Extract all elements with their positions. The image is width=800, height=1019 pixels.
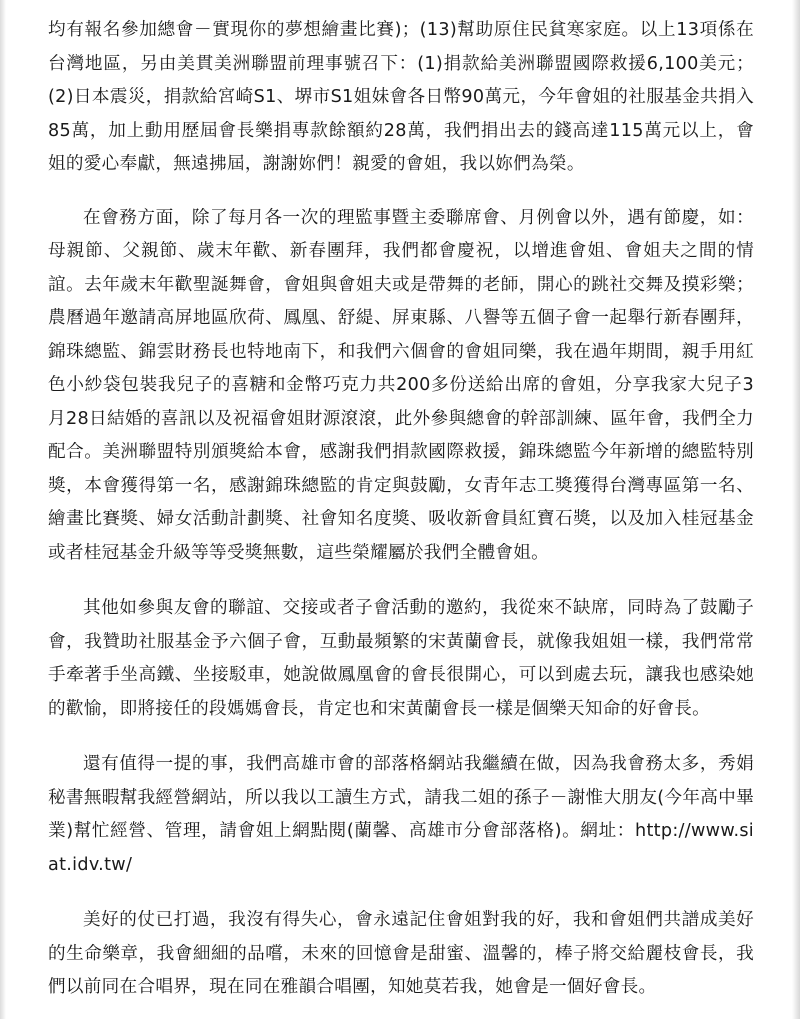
paragraph-sister-clubs: 其他如參與友會的聯誼、交接或者子會活動的邀約，我從來不缺席，同時為了鼓勵子會，我贊助社服基金予六個子會，互動最頻繁的宋黃蘭會長，就像我姐姐一樣，我們常常手牽著手坐高鐵、坐接駁車，她說做鳳凰會的會長很開心，可以到處去玩，讓我也感染她的歡愉，即將接任的段媽媽會長，肯定也和宋黃蘭會長一樣是個樂天知命的好會長。 [48,598,754,719]
paragraph-blog-website: 還有值得一提的事，我們高雄市會的部落格網站我繼續在做，因為我會務太多，秀娟秘書無暇幫我經營網站，所以我以工讀生方式，請我二姐的孫子－謝惟大朋友(今年高中畢業)幫忙經營、管理，請會姐上網點閱(蘭馨、高雄市分會部落格)。網址：http://www.siat.idv.tw/ [48,754,754,875]
scan-edge-left [0,0,6,1019]
scan-edge-right [792,0,800,1019]
document-page [48,14,754,1005]
paragraph-donations-summary: 均有報名參加總會－實現你的夢想繪畫比賽)；(13)幫助原住民貧寒家庭。以上13項係在台灣地區，另由美貫美洲聯盟前理事號召下：(1)捐款給美洲聯盟國際救援6,100美元；(2)日本震災，捐款給宮崎S1、堺市S1姐妹會各日幣90萬元，今年會姐的社服基金共捐入85萬，加上動用歷屆會長樂捐專款餘額約28萬，我們捐出去的錢高達115萬元以上，會姐的愛心奉獻，無遠拂屆，謝謝妳們！親愛的會姐，我以妳們為榮。 [48,20,754,174]
paragraph-closing: 美好的仗已打過，我沒有得失心，會永遠記住會姐對我的好，我和會姐們共譜成美好的生命樂章，我會細細的品嚐，未來的回憶會是甜蜜、溫馨的，棒子將交給麗枝會長，我們以前同在合唱界，現在同在雅韻合唱團，知她莫若我，她會是一個好會長。 [48,910,754,997]
paragraph-club-affairs: 在會務方面，除了每月各一次的理監事暨主委聯席會、月例會以外，遇有節慶，如：母親節、父親節、歲末年歡、新春團拜，我們都會慶祝，以增進會姐、會姐夫之間的情誼。去年歲末年歡聖誕舞會，會姐與會姐夫或是帶舞的老師，開心的跳社交舞及摸彩樂；農曆過年邀請高屏地區欣荷、鳳凰、舒緹、屏東縣、八譽等五個子會一起舉行新春團拜，錦珠總監、錦雲財務長也特地南下，和我們六個會的會姐同樂，我在過年期間，親手用紅色小紗袋包裝我兒子的喜糖和金幣巧克力共200多份送給出席的會姐，分享我家大兒子3月28日結婚的喜訊以及祝福會姐財源滾滾，此外參與總會的幹部訓練、區年會，我們全力配合。美洲聯盟特別頒獎給本會，感謝我們捐款國際救援，錦珠總監今年新增的總監特別獎，本會獲得第一名，感謝錦珠總監的肯定與鼓勵，女青年志工獎獲得台灣專區第一名、繪畫比賽獎、婦女活動計劃獎、社會知名度獎、吸收新會員紅寶石獎，以及加入桂冠基金或者桂冠基金升級等等受獎無數，這些榮耀屬於我們全體會姐。 [48,207,754,563]
